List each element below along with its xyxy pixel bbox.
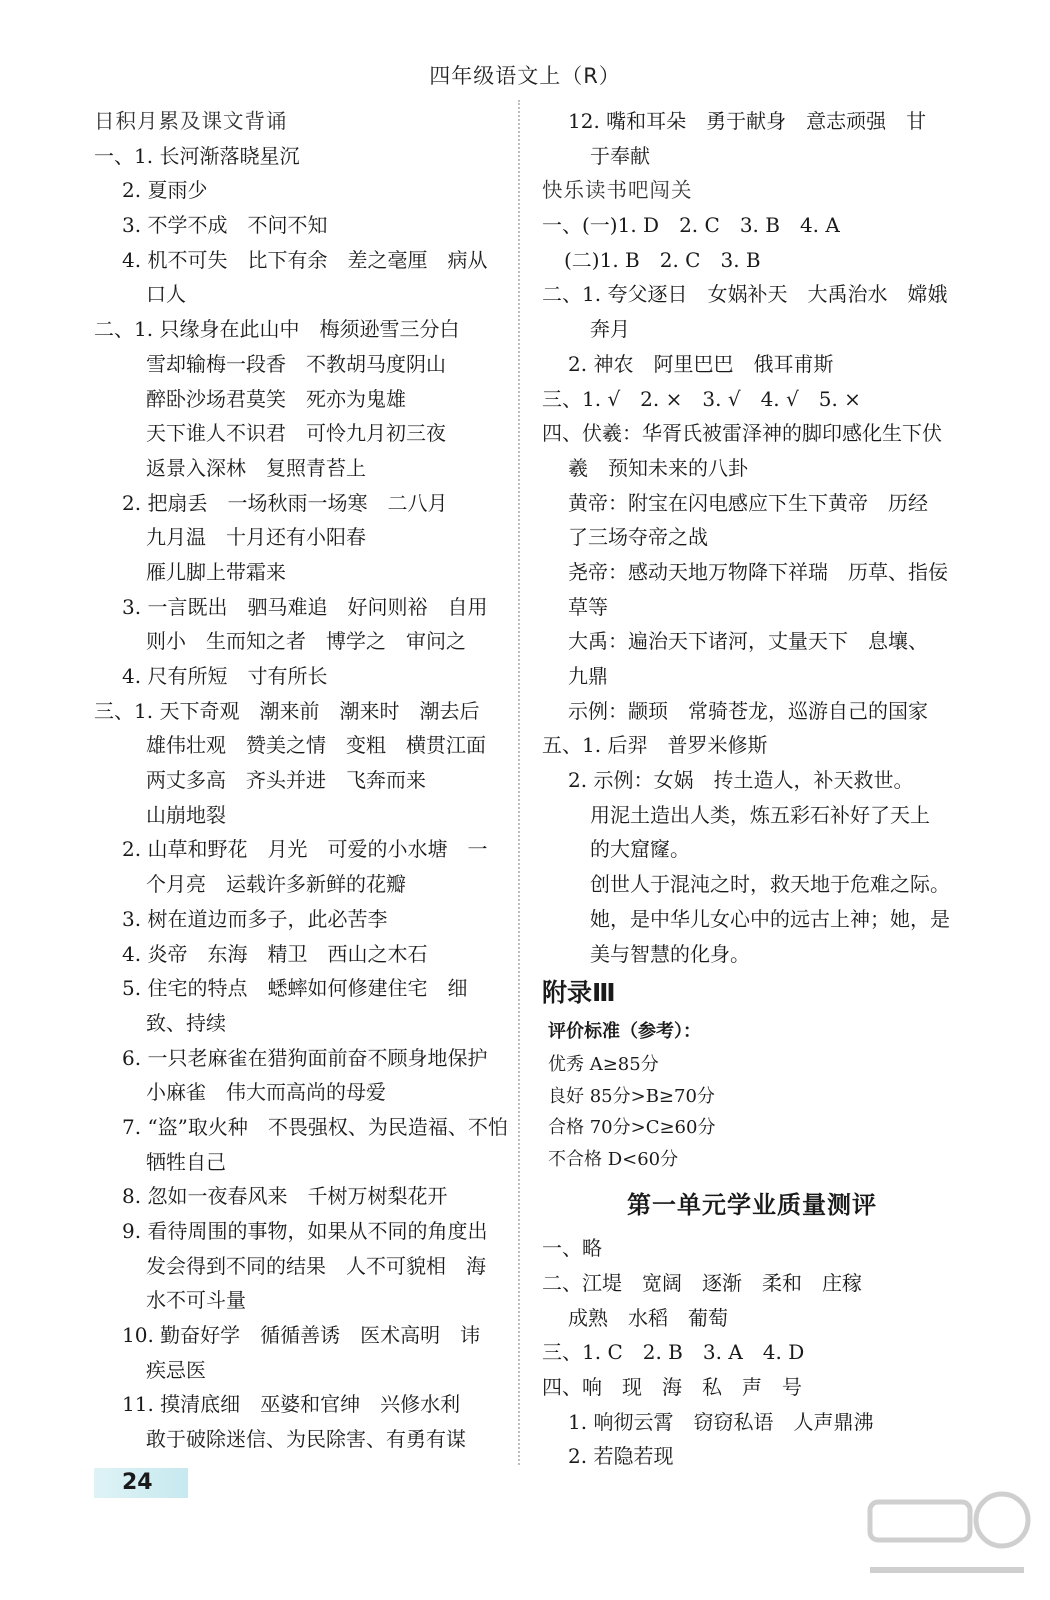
answer-line: 山崩地裂 [146,802,226,827]
answer-line: 口人 [146,282,186,307]
answer-line: 二、1. 夸父逐日 女娲补天 大禹治水 嫦娥 [542,282,948,307]
answer-line: 三、1. 天下奇观 潮来前 潮来时 潮去后 [94,698,480,723]
answer-line: 敢于破除迷信、为民除害、有勇有谋 [146,1427,466,1452]
answer-line: 3. 树在道边而多子，此必苦李 [122,906,388,931]
answer-line: 3. 不学不成 不问不知 [122,213,328,238]
answer-line: 4. 机不可失 比下有余 差之毫厘 病从 [122,247,488,272]
answer-line: 2. 把扇丢 一场秋雨一场寒 二八月 [122,490,448,515]
answer-line: 6. 一只老麻雀在猎狗面前奋不顾身地保护 [122,1045,488,1070]
answer-line: 一、1. 长河渐落晓星沉 [94,143,300,168]
answer-line: 则小 生而知之者 博学之 审问之 [146,629,466,654]
answer-line: 四、响 现 海 私 声 号 [542,1374,802,1399]
answer-line: 的大窟窿。 [590,837,690,862]
answer-line: 天下谁人不识君 可怜九月初三夜 [146,421,446,446]
answer-line: 用泥土造出人类，炼五彩石补好了天上 [590,802,930,827]
answer-line: 她，是中华儿女心中的远古上神；她，是 [590,906,950,931]
watermark-logo [862,1480,1032,1590]
answer-line: 10. 勤奋好学 循循善诱 医术高明 讳 [122,1323,481,1348]
column-divider [518,100,520,1465]
answer-line: 2. 山草和野花 月光 可爱的小水塘 一 [122,837,488,862]
answer-line: 4. 尺有所短 寸有所长 [122,664,328,688]
evaluation-item: 不合格 D<60分 [548,1148,679,1170]
page-header: 四年级语文上（R） [429,64,621,88]
answer-line: 9. 看待周围的事物，如果从不同的角度出 [122,1219,488,1243]
answer-line: 了三场夺帝之战 [568,525,708,550]
answer-line: 四、伏羲：华胥氏被雷泽神的脚印感化生下伏 [542,421,942,446]
answer-line: 小麻雀 伟大而高尚的母爱 [146,1080,386,1105]
watermark-circle-icon [976,1494,1028,1546]
section-heading: 快乐读书吧闯关 [542,178,693,203]
answer-line: 5. 住宅的特点 蟋蟀如何修建住宅 细 [122,976,468,1001]
answer-line: 羲 预知未来的八卦 [568,455,748,480]
evaluation-heading: 评价标准（参考）： [548,1021,701,1043]
right-column [542,104,962,1474]
answer-line: 二、江堤 宽阔 逐渐 柔和 庄稼 [542,1270,862,1295]
answer-line: 一、略 [542,1236,602,1261]
answer-line: 雁儿脚上带霜来 [146,559,286,584]
answer-line: 于奉献 [590,143,650,168]
page-number: 24 [94,1468,188,1498]
answer-line: 奔月 [590,317,630,342]
answer-line: 发会得到不同的结果 人不可貌相 海 [146,1253,486,1278]
answer-line: 草等 [568,594,608,619]
answer-line: 牺牲自己 [146,1149,226,1174]
answer-line: 疾忌医 [146,1357,206,1382]
answer-line: 个月亮 运载许多新鲜的花瓣 [146,872,406,897]
appendix-title: 附录Ⅲ [542,978,616,1008]
answer-line: 成熟 水稻 葡萄 [568,1305,728,1330]
answer-line: 2. 神农 阿里巴巴 俄耳甫斯 [568,351,834,376]
evaluation-item: 优秀 A≥85分 [548,1054,659,1076]
answer-line: 三、1. C 2. B 3. A 4. D [542,1340,805,1365]
section-heading: 日积月累及课文背诵 [94,109,288,133]
answer-line: 两丈多高 齐头并进 飞奔而来 [146,768,426,793]
answer-line: 一、(一)1. D 2. C 3. B 4. A [542,213,840,238]
answer-line: 2. 若隐若现 [568,1444,674,1469]
answer-line: 大禹：遍治天下诸河，丈量天下 息壤、 [568,629,928,654]
left-column [94,104,508,1457]
evaluation-item: 合格 70分>C≥60分 [548,1117,716,1139]
answer-line: 尧帝：感动天地万物降下祥瑞 历草、指佞 [568,559,948,584]
answer-line: 4. 炎帝 东海 精卫 西山之木石 [122,941,428,966]
answer-line: 雄伟壮观 赞美之情 变粗 横贯江面 [146,733,486,758]
unit-test-title: 第一单元学业质量测评 [627,1191,877,1220]
answer-line: 示例：颛顼 常骑苍龙，巡游自己的国家 [568,698,928,723]
watermark-block-icon [870,1502,970,1540]
answer-line: 三、1. √ 2. × 3. √ 4. √ 5. × [542,386,861,411]
answer-line: 11. 摸清底细 巫婆和官绅 兴修水利 [122,1392,461,1417]
answer-line: 2. 示例：女娲 抟土造人，补天救世。 [568,768,914,793]
answer-line: 美与智慧的化身。 [590,941,750,966]
answer-line: 8. 忽如一夜春风来 千树万树梨花开 [122,1184,448,1209]
right-column-top [542,104,962,971]
answer-line: 返景入深林 复照青苔上 [146,455,366,480]
answer-line: 7. “盗”取火种 不畏强权、为民造福、不怕 [122,1114,508,1139]
evaluation-item: 良好 85分>B≥70分 [548,1085,715,1107]
answer-line: 雪却输梅一段香 不教胡马度阴山 [146,351,446,376]
unit-test-answers [542,1231,962,1474]
answer-line: 九月温 十月还有小阳春 [146,525,366,550]
answer-line: 水不可斗量 [146,1288,246,1313]
answer-line: 醉卧沙场君莫笑 死亦为鬼雄 [146,386,406,411]
answer-line: 12. 嘴和耳朵 勇于献身 意志顽强 甘 [568,109,927,133]
answer-line: 3. 一言既出 驷马难追 好问则裕 自用 [122,594,488,619]
answer-line: 2. 夏雨少 [122,178,208,203]
answer-line: 致、持续 [146,1010,226,1035]
answer-line: 创世人于混沌之时，救天地于危难之际。 [590,872,950,897]
evaluation-standards [542,1015,962,1175]
answer-line: 五、1. 后羿 普罗米修斯 [542,733,768,758]
answer-line: 1. 响彻云霄 窃窃私语 人声鼎沸 [568,1409,874,1434]
answer-line: 黄帝：附宝在闪电感应下生下黄帝 历经 [568,490,928,515]
answer-line: 九鼎 [568,664,608,688]
answer-line: 二、1. 只缘身在此山中 梅须逊雪三分白 [94,317,460,342]
answer-line: (二)1. B 2. C 3. B [564,247,761,272]
